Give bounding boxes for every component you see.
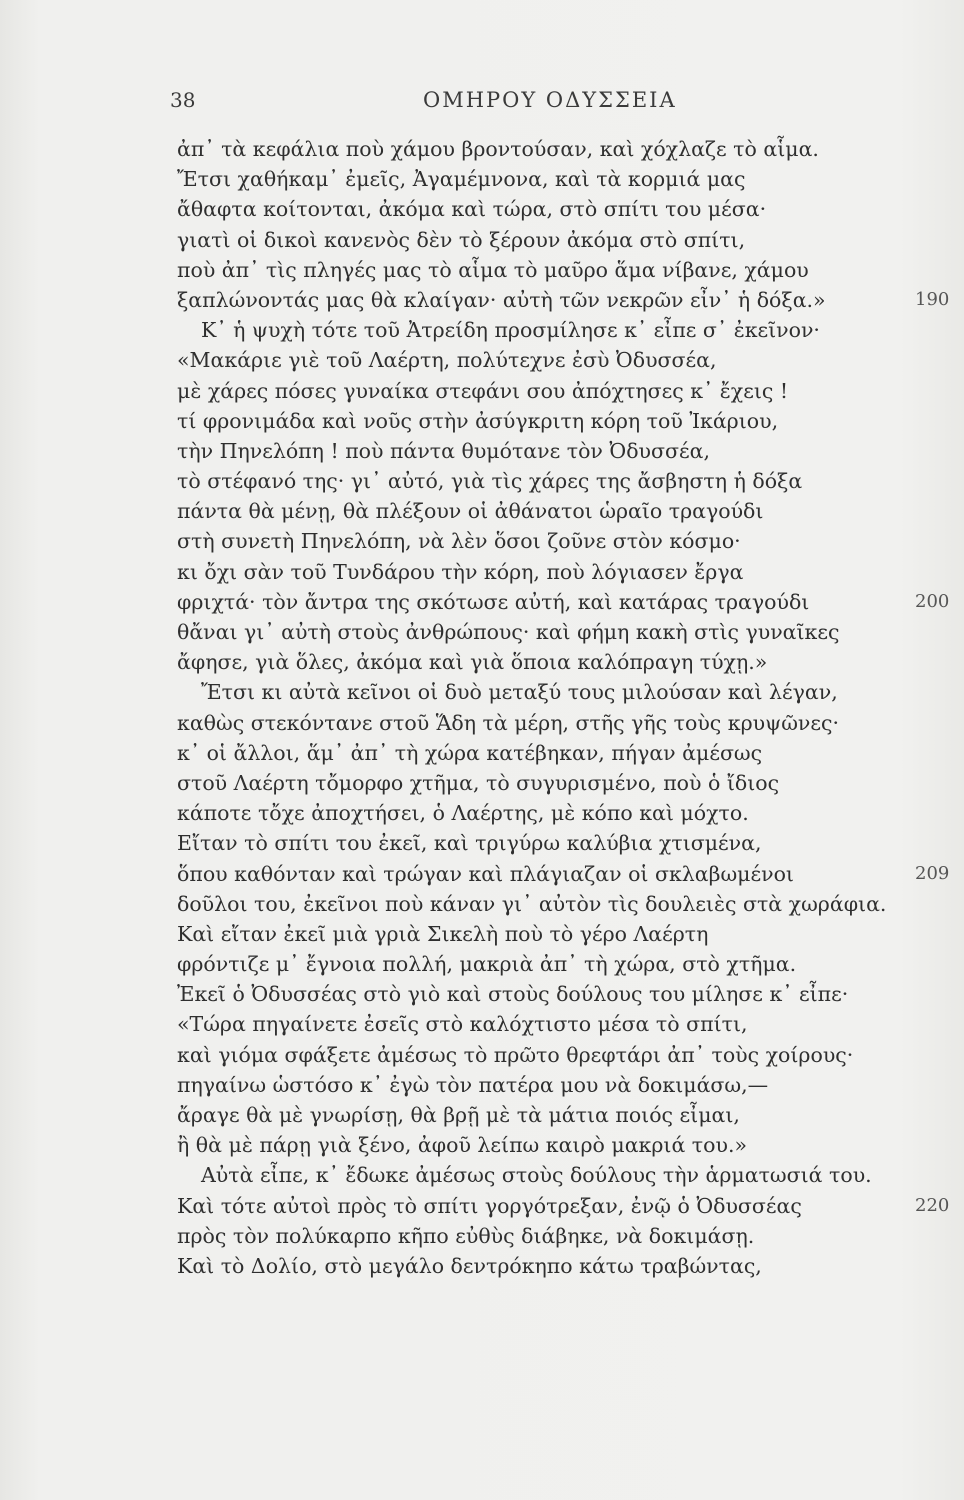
line-number: 220 [915, 1194, 950, 1216]
verse-text: ὅπου καθόνταν καὶ τρώγαν καὶ πλάγιαζαν οἱ σκλαβωμένοι [177, 861, 794, 886]
verse-text: Καὶ τὸ Δολίο, στὸ μεγάλο δεντρόκηπο κάτω τραβώντας, [177, 1253, 762, 1278]
verse-text: καὶ γιόμα σφάξετε ἀμέσως τὸ πρῶτο θρεφτάρι ἀπ᾿ τοὺς χοίρους· [177, 1042, 854, 1067]
verse-line [177, 949, 937, 979]
verse-line [177, 194, 937, 224]
verse-line [177, 225, 937, 255]
verse-text: θἄναι γι᾿ αὐτὴ στοὺς ἀνθρώπους· καὶ φήμη κακὴ στὶς γυναῖκες [177, 620, 840, 644]
verse-text: «Τώρα πηγαίνετε ἐσεῖς στὸ καλόχτιστο μέσα τὸ σπίτι, [177, 1012, 748, 1037]
verse-line [177, 738, 937, 768]
verse-line [177, 406, 937, 436]
verse-line [177, 345, 937, 375]
verse-line [177, 436, 937, 466]
verse-text: πηγαίνω ὡστόσο κ᾿ ἐγὼ τὸν πατέρα μου νὰ δοκιμάσω,— [177, 1072, 769, 1097]
verse-line [177, 919, 937, 949]
verse-text: ποὺ ἀπ᾿ τὶς πληγές μας τὸ αἷμα τὸ μαῦρο ἅμα νίβανε, χάμου [177, 257, 809, 282]
poem-text [177, 134, 950, 1281]
verse-text: ἄραγε θὰ μὲ γνωρίσῃ, θὰ βρῇ μὲ τὰ μάτια ποιός εἶμαι, [177, 1103, 740, 1127]
verse-line [177, 557, 937, 587]
verse-text: ἄφησε, γιὰ ὅλες, ἀκόμα καὶ γιὰ ὅποια καλόπραγη τύχῃ.» [177, 650, 768, 675]
verse-line [177, 134, 937, 164]
verse-line [177, 285, 950, 315]
verse-text: Ἔτσι κι αὐτὰ κεῖνοι οἱ δυὸ μεταξύ τους μιλούσαν καὶ λέγαν, [201, 680, 838, 705]
verse-line [177, 677, 937, 707]
verse-text: κι ὄχι σὰν τοῦ Τυνδάρου τὴν κόρη, ποὺ λόγιασεν ἔργα [177, 559, 744, 584]
verse-line [177, 798, 937, 828]
verse-text: Ἐκεῖ ὁ Ὀδυσσέας στὸ γιὸ καὶ στοὺς δούλους του μίλησε κ᾿ εἶπε· [177, 982, 849, 1007]
verse-line [177, 1191, 950, 1221]
verse-text: ἢ θὰ μὲ πάρῃ γιὰ ξένο, ἀφοῦ λείπω καιρὸ μακριά του.» [177, 1133, 748, 1158]
verse-line [177, 466, 937, 496]
verse-line [177, 526, 937, 556]
verse-line [177, 1221, 937, 1251]
verse-text: Εἴταν τὸ σπίτι του ἐκεῖ, καὶ τριγύρω καλύβια χτισμένα, [177, 831, 762, 856]
verse-text: Κ᾿ ἡ ψυχὴ τότε τοῦ Ἀτρείδη προσμίλησε κ᾿ εἶπε σ᾿ ἐκεῖνον· [201, 318, 820, 343]
verse-line [177, 708, 937, 738]
verse-text: κ᾿ οἱ ἄλλοι, ἅμ᾿ ἀπ᾿ τὴ χώρα κατέβηκαν, πήγαν ἀμέσως [177, 740, 763, 765]
verse-line [177, 1009, 937, 1039]
verse-text: φρόντιζε μ᾿ ἔγνοια πολλή, μακριὰ ἀπ᾿ τὴ χώρα, στὸ χτῆμα. [177, 952, 797, 977]
verse-text: πρὸς τὸν πολύκαρπο κῆπο εὐθὺς διάβηκε, νὰ δοκιμάσῃ. [177, 1223, 755, 1248]
verse-text: πάντα θὰ μένῃ, θὰ πλέξουν οἱ ἀθάνατοι ὡραῖο τραγούδι [177, 499, 764, 524]
line-number: 190 [915, 288, 950, 310]
verse-text: στὴ συνετὴ Πηνελόπη, νὰ λὲν ὅσοι ζοῦνε στὸν κόσμο· [177, 529, 741, 554]
verse-line [177, 496, 937, 526]
verse-line [177, 1160, 937, 1190]
verse-text: Αὐτὰ εἶπε, κ᾿ ἔδωκε ἀμέσως στοὺς δούλους τὴν ἁρματωσιά του. [201, 1163, 872, 1188]
line-number: 209 [915, 862, 950, 884]
running-title: ΟΜΗΡΟΥ ΟΔΥΣΣΕΙΑ [423, 88, 677, 112]
verse-line [177, 1100, 937, 1130]
verse-line [177, 164, 937, 194]
verse-text: κάποτε τὄχε ἀποχτήσει, ὁ Λαέρτης, μὲ κόπο καὶ μόχτο. [177, 801, 749, 826]
verse-line [177, 376, 937, 406]
verse-text: στοῦ Λαέρτη τὄμορφο χτῆμα, τὸ συγυρισμένο, ποὺ ὁ ἴδιος [177, 770, 780, 795]
verse-text: τί φρονιμάδα καὶ νοῦς στὴν ἀσύγκριτη κόρη τοῦ Ἰκάριου, [177, 408, 779, 433]
verse-line [177, 1130, 937, 1160]
verse-line [177, 828, 937, 858]
verse-line [177, 1040, 937, 1070]
page-number: 38 [170, 88, 196, 112]
verse-text: δοῦλοι του, ἐκεῖνοι ποὺ κάναν γι᾿ αὐτὸν τὶς δουλειὲς στὰ χωράφια. [177, 891, 887, 916]
verse-line [177, 315, 937, 345]
verse-text: μὲ χάρες πόσες γυναίκα στεφάνι σου ἀπόχτησες κ᾿ ἔχεις ! [177, 378, 789, 403]
verse-line [177, 859, 950, 889]
verse-text: ξαπλώνοντάς μας θὰ κλαίγαν· αὐτὴ τῶν νεκρῶν εἶν᾿ ἡ δόξα.» [177, 287, 826, 312]
verse-line [177, 587, 950, 617]
verse-line [177, 1251, 937, 1281]
verse-line [177, 979, 937, 1009]
verse-text: Ἔτσι χαθήκαμ᾿ ἐμεῖς, Ἀγαμέμνονα, καὶ τὰ κορμιά μας [177, 167, 746, 192]
verse-text: ἄθαφτα κοίτονται, ἀκόμα καὶ τώρα, στὸ σπίτι του μέσα· [177, 197, 767, 222]
verse-line [177, 889, 937, 919]
verse-text: καθὼς στεκόντανε στοῦ Ἅδη τὰ μέρη, στῆς γῆς τοὺς κρυψῶνες· [177, 710, 840, 735]
verse-text: φριχτά· τὸν ἄντρα της σκότωσε αὐτή, καὶ κατάρας τραγούδι [177, 589, 810, 614]
verse-text: τὴν Πηνελόπη ! ποὺ πάντα θυμότανε τὸν Ὀδυσσέα, [177, 438, 710, 463]
page-header [170, 88, 930, 124]
verse-text: «Μακάριε γιὲ τοῦ Λαέρτη, πολύτεχνε ἐσὺ Ὀδυσσέα, [177, 348, 717, 373]
verse-text: τὸ στέφανό της· γι᾿ αὐτό, γιὰ τὶς χάρες της ἄσβηστη ἡ δόξα [177, 469, 803, 494]
verse-line [177, 1070, 937, 1100]
verse-line [177, 617, 937, 647]
verse-text: ἀπ᾿ τὰ κεφάλια ποὺ χάμου βροντούσαν, καὶ χόχλαζε τὸ αἷμα. [177, 137, 819, 161]
verse-text: Καὶ εἴταν ἐκεῖ μιὰ γριὰ Σικελὴ ποὺ τὸ γέρο Λαέρτη [177, 921, 709, 946]
line-number: 200 [915, 590, 950, 612]
verse-line [177, 768, 937, 798]
verse-line [177, 647, 937, 677]
verse-line [177, 255, 937, 285]
verse-text: γιατὶ οἱ δικοὶ κανενὸς δὲν τὸ ξέρουν ἀκόμα στὸ σπίτι, [177, 227, 746, 252]
verse-text: Καὶ τότε αὐτοὶ πρὸς τὸ σπίτι γοργότρεξαν, ἐνῷ ὁ Ὀδυσσέας [177, 1193, 802, 1218]
